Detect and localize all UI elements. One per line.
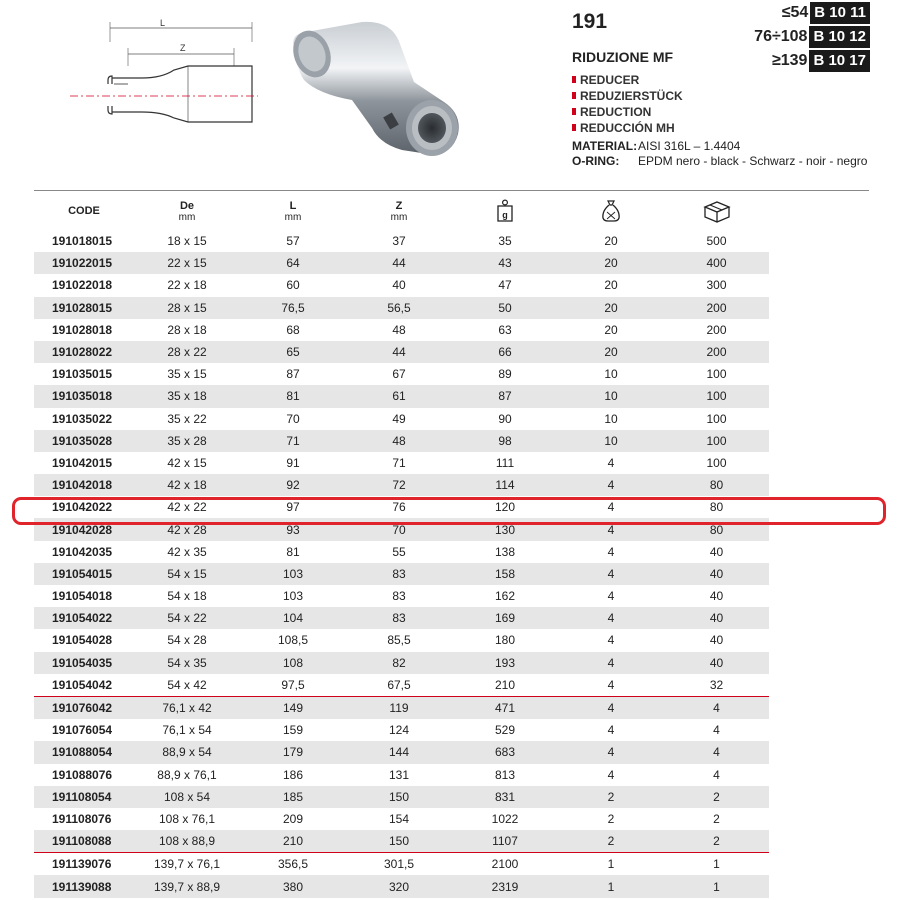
cell-l: 108 — [240, 652, 346, 674]
cell-l: 149 — [240, 696, 346, 719]
cell-bag-qty: 20 — [604, 234, 618, 249]
cell-code: 191042018 — [34, 474, 134, 496]
table-row — [34, 452, 769, 474]
cell-l: 210 — [240, 830, 346, 853]
cell-z: 61 — [346, 385, 452, 407]
table-row — [34, 408, 769, 430]
cell-weight: 169 — [452, 607, 558, 629]
cell-l: 380 — [240, 875, 346, 897]
cell-de: 54 x 22 — [134, 607, 240, 629]
cell-code: 191042035 — [52, 544, 113, 559]
cell-bag-qty: 4 — [607, 677, 615, 692]
product-photo — [282, 18, 482, 168]
cell-de: 54 x 18 — [167, 589, 207, 604]
size-code: B 10 12 — [809, 26, 870, 48]
table-body — [34, 230, 769, 898]
cell-weight: 2100 — [452, 853, 558, 876]
cell-code: 191054035 — [34, 652, 134, 674]
header-z: Z mm — [390, 199, 408, 223]
cell-de: 76,1 x 42 — [134, 696, 240, 719]
cell-code: 191139088 — [34, 875, 134, 897]
cell-bag-qty: 4 — [607, 500, 615, 515]
cell-box-qty: 100 — [706, 411, 727, 426]
cell-box-qty: 1 — [664, 875, 769, 897]
cell-weight: 2319 — [452, 875, 558, 897]
cell-bag-qty: 4 — [607, 633, 615, 648]
cell-bag-qty: 10 — [604, 367, 618, 382]
cell-bag-qty: 2 — [607, 811, 615, 826]
cell-weight: 831 — [452, 786, 558, 808]
cell-weight: 114 — [452, 474, 558, 496]
cell-box-qty: 40 — [709, 589, 724, 604]
cell-de: 28 x 22 — [134, 341, 240, 363]
table-row — [34, 430, 769, 452]
translation-item: REDUCER — [572, 72, 683, 88]
cell-weight: 35 — [498, 234, 512, 249]
cell-weight: 50 — [452, 297, 558, 319]
table-row — [34, 629, 769, 651]
size-code-list — [754, 2, 870, 74]
cell-code: 191022018 — [52, 278, 113, 293]
material-label: MATERIAL: — [572, 139, 638, 153]
weight-icon — [496, 199, 514, 223]
cell-bag-qty: 20 — [604, 278, 618, 293]
cell-weight: 130 — [452, 518, 558, 540]
cell-box-qty: 4 — [664, 696, 769, 719]
cell-weight: 471 — [452, 696, 558, 719]
table-row — [34, 585, 769, 607]
cell-de: 28 x 18 — [167, 322, 207, 337]
cell-z: 320 — [346, 875, 452, 897]
cell-box-qty: 80 — [709, 500, 724, 515]
cell-weight: 683 — [452, 741, 558, 763]
size-range: 76÷108 — [754, 28, 808, 45]
cell-bag-qty: 4 — [607, 589, 615, 604]
table-row — [34, 652, 769, 674]
table-row — [34, 252, 769, 274]
cell-l: 87 — [286, 367, 300, 382]
cell-code: 191088076 — [52, 767, 113, 782]
label-z: Z — [180, 43, 186, 53]
cell-de: 42 x 28 — [134, 518, 240, 540]
cell-box-qty: 100 — [664, 385, 769, 407]
cell-code: 191054028 — [52, 633, 113, 648]
cell-box-qty: 100 — [706, 367, 727, 382]
cell-de: 35 x 22 — [167, 411, 207, 426]
cell-z: 49 — [392, 411, 406, 426]
cell-code: 191054042 — [52, 677, 113, 692]
cell-de: 35 x 18 — [134, 385, 240, 407]
cell-l: 159 — [282, 723, 304, 738]
translations-list — [572, 72, 683, 136]
table-row — [34, 563, 769, 585]
cell-z: 82 — [346, 652, 452, 674]
cell-z: 55 — [392, 544, 406, 559]
cell-de: 108 x 76,1 — [158, 811, 216, 826]
cell-z: 119 — [346, 696, 452, 719]
cell-code: 191042015 — [52, 455, 113, 470]
size-code: B 10 17 — [809, 50, 870, 72]
cell-l: 108,5 — [277, 633, 309, 648]
cell-bag-qty: 4 — [558, 607, 664, 629]
cell-code: 191139076 — [34, 853, 134, 876]
cell-weight: 1022 — [491, 811, 519, 826]
cell-code: 191028015 — [34, 297, 134, 319]
cell-weight: 87 — [452, 385, 558, 407]
cell-de: 35 x 28 — [134, 430, 240, 452]
size-range: ≤54 — [781, 4, 809, 21]
size-range: ≥139 — [771, 52, 808, 69]
cell-de: 54 x 35 — [134, 652, 240, 674]
cell-z: 56,5 — [346, 297, 452, 319]
cell-box-qty: 200 — [664, 297, 769, 319]
cell-l: 81 — [286, 544, 300, 559]
cell-code: 191054018 — [52, 589, 113, 604]
cell-de: 139,7 x 88,9 — [134, 875, 240, 897]
cell-de: 54 x 42 — [167, 677, 207, 692]
cell-box-qty: 500 — [706, 234, 727, 249]
cell-bag-qty: 10 — [558, 385, 664, 407]
cell-z: 144 — [346, 741, 452, 763]
cell-l: 186 — [282, 767, 304, 782]
cell-weight: 162 — [494, 589, 516, 604]
cell-de: 54 x 15 — [134, 563, 240, 585]
bullet-icon — [572, 76, 576, 83]
cell-weight: 180 — [494, 633, 516, 648]
cell-weight: 120 — [494, 500, 516, 515]
table-row — [34, 341, 769, 363]
table-row — [34, 363, 769, 385]
cell-l: 97,5 — [281, 677, 305, 692]
cell-bag-qty: 4 — [558, 563, 664, 585]
cell-de: 22 x 18 — [167, 278, 207, 293]
cell-box-qty: 32 — [709, 677, 724, 692]
box-icon — [702, 199, 732, 223]
header-de: De mm — [178, 199, 196, 223]
cell-box-qty: 4 — [713, 723, 720, 738]
size-code-row — [754, 2, 870, 24]
table-row — [34, 830, 769, 853]
cell-weight: 193 — [452, 652, 558, 674]
cell-z: 131 — [388, 767, 410, 782]
cell-z: 37 — [392, 234, 406, 249]
bullet-icon — [572, 108, 576, 115]
cell-weight: 66 — [452, 341, 558, 363]
cell-z: 301,5 — [346, 853, 452, 876]
cell-bag-qty: 10 — [558, 430, 664, 452]
cell-code: 191076054 — [52, 723, 113, 738]
cell-box-qty: 2 — [664, 830, 769, 853]
cell-weight: 47 — [498, 278, 512, 293]
cell-bag-qty: 10 — [604, 411, 618, 426]
cell-code: 191042022 — [52, 500, 113, 515]
cell-bag-qty: 1 — [558, 875, 664, 897]
cell-bag-qty: 4 — [558, 518, 664, 540]
cell-box-qty: 100 — [664, 430, 769, 452]
cell-l: 179 — [240, 741, 346, 763]
cell-l: 103 — [282, 589, 304, 604]
bullet-icon — [572, 92, 576, 99]
cell-z: 76 — [392, 500, 406, 515]
oring-label: O-RING: — [572, 154, 620, 168]
cell-bag-qty: 4 — [607, 544, 615, 559]
table-header-row — [34, 192, 769, 230]
cell-weight: 43 — [452, 252, 558, 274]
cell-z: 83 — [392, 589, 406, 604]
cell-l: 64 — [240, 252, 346, 274]
cell-de: 28 x 15 — [134, 297, 240, 319]
cell-de: 35 x 15 — [167, 367, 207, 382]
cell-bag-qty: 20 — [558, 297, 664, 319]
cell-code: 191108088 — [34, 830, 134, 853]
cell-weight: 98 — [452, 430, 558, 452]
highlighted-row-outline — [12, 497, 886, 525]
header-box — [664, 192, 769, 230]
cell-l: 209 — [282, 811, 304, 826]
cell-bag-qty: 4 — [558, 696, 664, 719]
cell-box-qty: 2 — [664, 786, 769, 808]
product-number: 191 — [572, 10, 608, 33]
cell-l: 71 — [240, 430, 346, 452]
cell-bag-qty: 4 — [607, 455, 615, 470]
cell-l: 76,5 — [240, 297, 346, 319]
cell-weight: 813 — [494, 767, 516, 782]
cell-z: 150 — [346, 786, 452, 808]
translation-item: REDUCCIÓN MH — [572, 120, 683, 136]
cell-z: 72 — [346, 474, 452, 496]
cell-code: 191108076 — [52, 811, 112, 826]
table-row — [34, 297, 769, 319]
cell-de: 108 x 54 — [134, 786, 240, 808]
cell-z: 67,5 — [387, 677, 411, 692]
cell-de: 22 x 15 — [134, 252, 240, 274]
header-l: L mm — [284, 199, 302, 223]
cell-de: 139,7 x 76,1 — [134, 853, 240, 876]
cell-bag-qty: 2 — [558, 786, 664, 808]
cell-code: 191054015 — [34, 563, 134, 585]
table-row — [34, 230, 769, 252]
cell-box-qty: 40 — [664, 652, 769, 674]
cell-weight: 138 — [494, 544, 516, 559]
cell-code: 191042028 — [34, 518, 134, 540]
header-divider — [34, 190, 869, 191]
cell-l: 93 — [240, 518, 346, 540]
cell-box-qty: 40 — [709, 633, 724, 648]
table-row — [34, 696, 769, 719]
cell-bag-qty: 4 — [558, 474, 664, 496]
cell-code: 191028018 — [52, 322, 113, 337]
cell-box-qty: 400 — [664, 252, 769, 274]
product-table — [34, 192, 769, 898]
cell-z: 83 — [346, 607, 452, 629]
cell-de: 42 x 22 — [167, 500, 207, 515]
cell-box-qty: 40 — [664, 563, 769, 585]
cell-box-qty: 4 — [664, 741, 769, 763]
cell-code: 191035022 — [52, 411, 113, 426]
table-row — [34, 764, 769, 786]
cell-bag-qty: 4 — [558, 652, 664, 674]
cell-box-qty: 40 — [709, 544, 724, 559]
table-row — [34, 741, 769, 763]
cell-box-qty: 2 — [713, 811, 720, 826]
table-row — [34, 385, 769, 407]
cell-code: 191054022 — [34, 607, 134, 629]
cell-z: 85,5 — [387, 633, 411, 648]
table-row — [34, 274, 769, 296]
cell-bag-qty: 4 — [558, 741, 664, 763]
cell-box-qty: 200 — [706, 322, 727, 337]
product-title: RIDUZIONE MF — [572, 49, 674, 65]
cell-de: 54 x 28 — [167, 633, 207, 648]
cell-l: 104 — [240, 607, 346, 629]
cell-l: 57 — [286, 234, 300, 249]
table-row — [34, 853, 769, 876]
size-code: B 10 11 — [810, 2, 870, 24]
cell-z: 48 — [392, 322, 406, 337]
table-row — [34, 541, 769, 563]
cell-code: 191108054 — [34, 786, 134, 808]
cell-code: 191018015 — [52, 234, 113, 249]
cell-de: 18 x 15 — [167, 234, 207, 249]
cell-l: 103 — [240, 563, 346, 585]
cell-box-qty: 80 — [664, 474, 769, 496]
cell-de: 76,1 x 54 — [162, 723, 212, 738]
table-row — [34, 319, 769, 341]
cell-code: 191035015 — [52, 367, 113, 382]
cell-z: 44 — [346, 252, 452, 274]
cell-weight: 90 — [498, 411, 512, 426]
table-row — [34, 786, 769, 808]
cell-z: 70 — [346, 518, 452, 540]
cell-bag-qty: 20 — [604, 322, 618, 337]
cell-z: 67 — [392, 367, 406, 382]
cell-l: 65 — [240, 341, 346, 363]
cell-l: 81 — [240, 385, 346, 407]
cell-z: 44 — [346, 341, 452, 363]
cell-weight: 1107 — [452, 830, 558, 853]
cell-code: 191088054 — [34, 741, 134, 763]
cell-l: 60 — [286, 278, 300, 293]
cell-z: 150 — [346, 830, 452, 853]
cell-weight: 158 — [452, 563, 558, 585]
cell-weight: 111 — [495, 455, 515, 470]
cell-box-qty: 1 — [664, 853, 769, 876]
table-row — [34, 674, 769, 697]
table-row — [34, 875, 769, 897]
label-l: L — [160, 18, 166, 28]
cell-code: 191076042 — [34, 696, 134, 719]
cell-l: 97 — [286, 500, 300, 515]
cell-code: 191022015 — [34, 252, 134, 274]
cell-z: 124 — [388, 723, 410, 738]
material-value: AISI 316L – 1.4404 — [638, 139, 741, 153]
header-code: CODE — [68, 205, 100, 217]
cell-bag-qty: 20 — [558, 341, 664, 363]
cell-weight: 89 — [498, 367, 512, 382]
cell-box-qty: 80 — [664, 518, 769, 540]
table-row — [34, 607, 769, 629]
cell-weight: 529 — [494, 723, 516, 738]
header-bag — [558, 192, 664, 230]
cell-z: 40 — [392, 278, 406, 293]
cell-box-qty: 40 — [664, 607, 769, 629]
svg-text:g: g — [502, 210, 508, 220]
cell-code: 191035018 — [34, 385, 134, 407]
cell-l: 68 — [286, 322, 300, 337]
cell-bag-qty: 2 — [558, 830, 664, 853]
cell-weight: 210 — [494, 677, 516, 692]
cell-de: 42 x 15 — [167, 455, 207, 470]
translation-item: REDUCTION — [572, 104, 683, 120]
cell-l: 92 — [240, 474, 346, 496]
cell-bag-qty: 1 — [558, 853, 664, 876]
cell-weight: 63 — [498, 322, 512, 337]
cell-l: 70 — [286, 411, 300, 426]
cell-z: 83 — [346, 563, 452, 585]
cell-bag-qty: 20 — [558, 252, 664, 274]
cell-bag-qty: 4 — [607, 767, 615, 782]
cell-box-qty: 200 — [664, 341, 769, 363]
cell-de: 42 x 35 — [167, 544, 207, 559]
cell-z: 154 — [388, 811, 410, 826]
cell-code: 191028022 — [34, 341, 134, 363]
cell-l: 91 — [286, 455, 300, 470]
cell-box-qty: 300 — [706, 278, 727, 293]
size-code-row — [754, 26, 870, 48]
size-code-row — [754, 50, 870, 72]
cell-bag-qty: 4 — [607, 723, 615, 738]
cell-de: 108 x 88,9 — [134, 830, 240, 853]
bullet-icon — [572, 124, 576, 131]
table-row — [34, 808, 769, 830]
cell-code: 191035028 — [34, 430, 134, 452]
technical-drawing — [62, 14, 262, 134]
cell-box-qty: 100 — [706, 455, 727, 470]
cell-z: 71 — [392, 455, 406, 470]
oring-value: EPDM nero - black - Schwarz - noir - negro — [638, 154, 868, 168]
cell-box-qty: 4 — [713, 767, 720, 782]
cell-z: 48 — [346, 430, 452, 452]
cell-de: 42 x 18 — [134, 474, 240, 496]
table-row — [34, 474, 769, 496]
cell-de: 88,9 x 54 — [134, 741, 240, 763]
cell-l: 356,5 — [240, 853, 346, 876]
translation-item: REDUZIERSTÜCK — [572, 88, 683, 104]
table-row — [34, 719, 769, 741]
bag-icon — [600, 199, 622, 223]
cell-l: 185 — [240, 786, 346, 808]
header-weight — [452, 192, 558, 230]
cell-de: 88,9 x 76,1 — [157, 767, 217, 782]
